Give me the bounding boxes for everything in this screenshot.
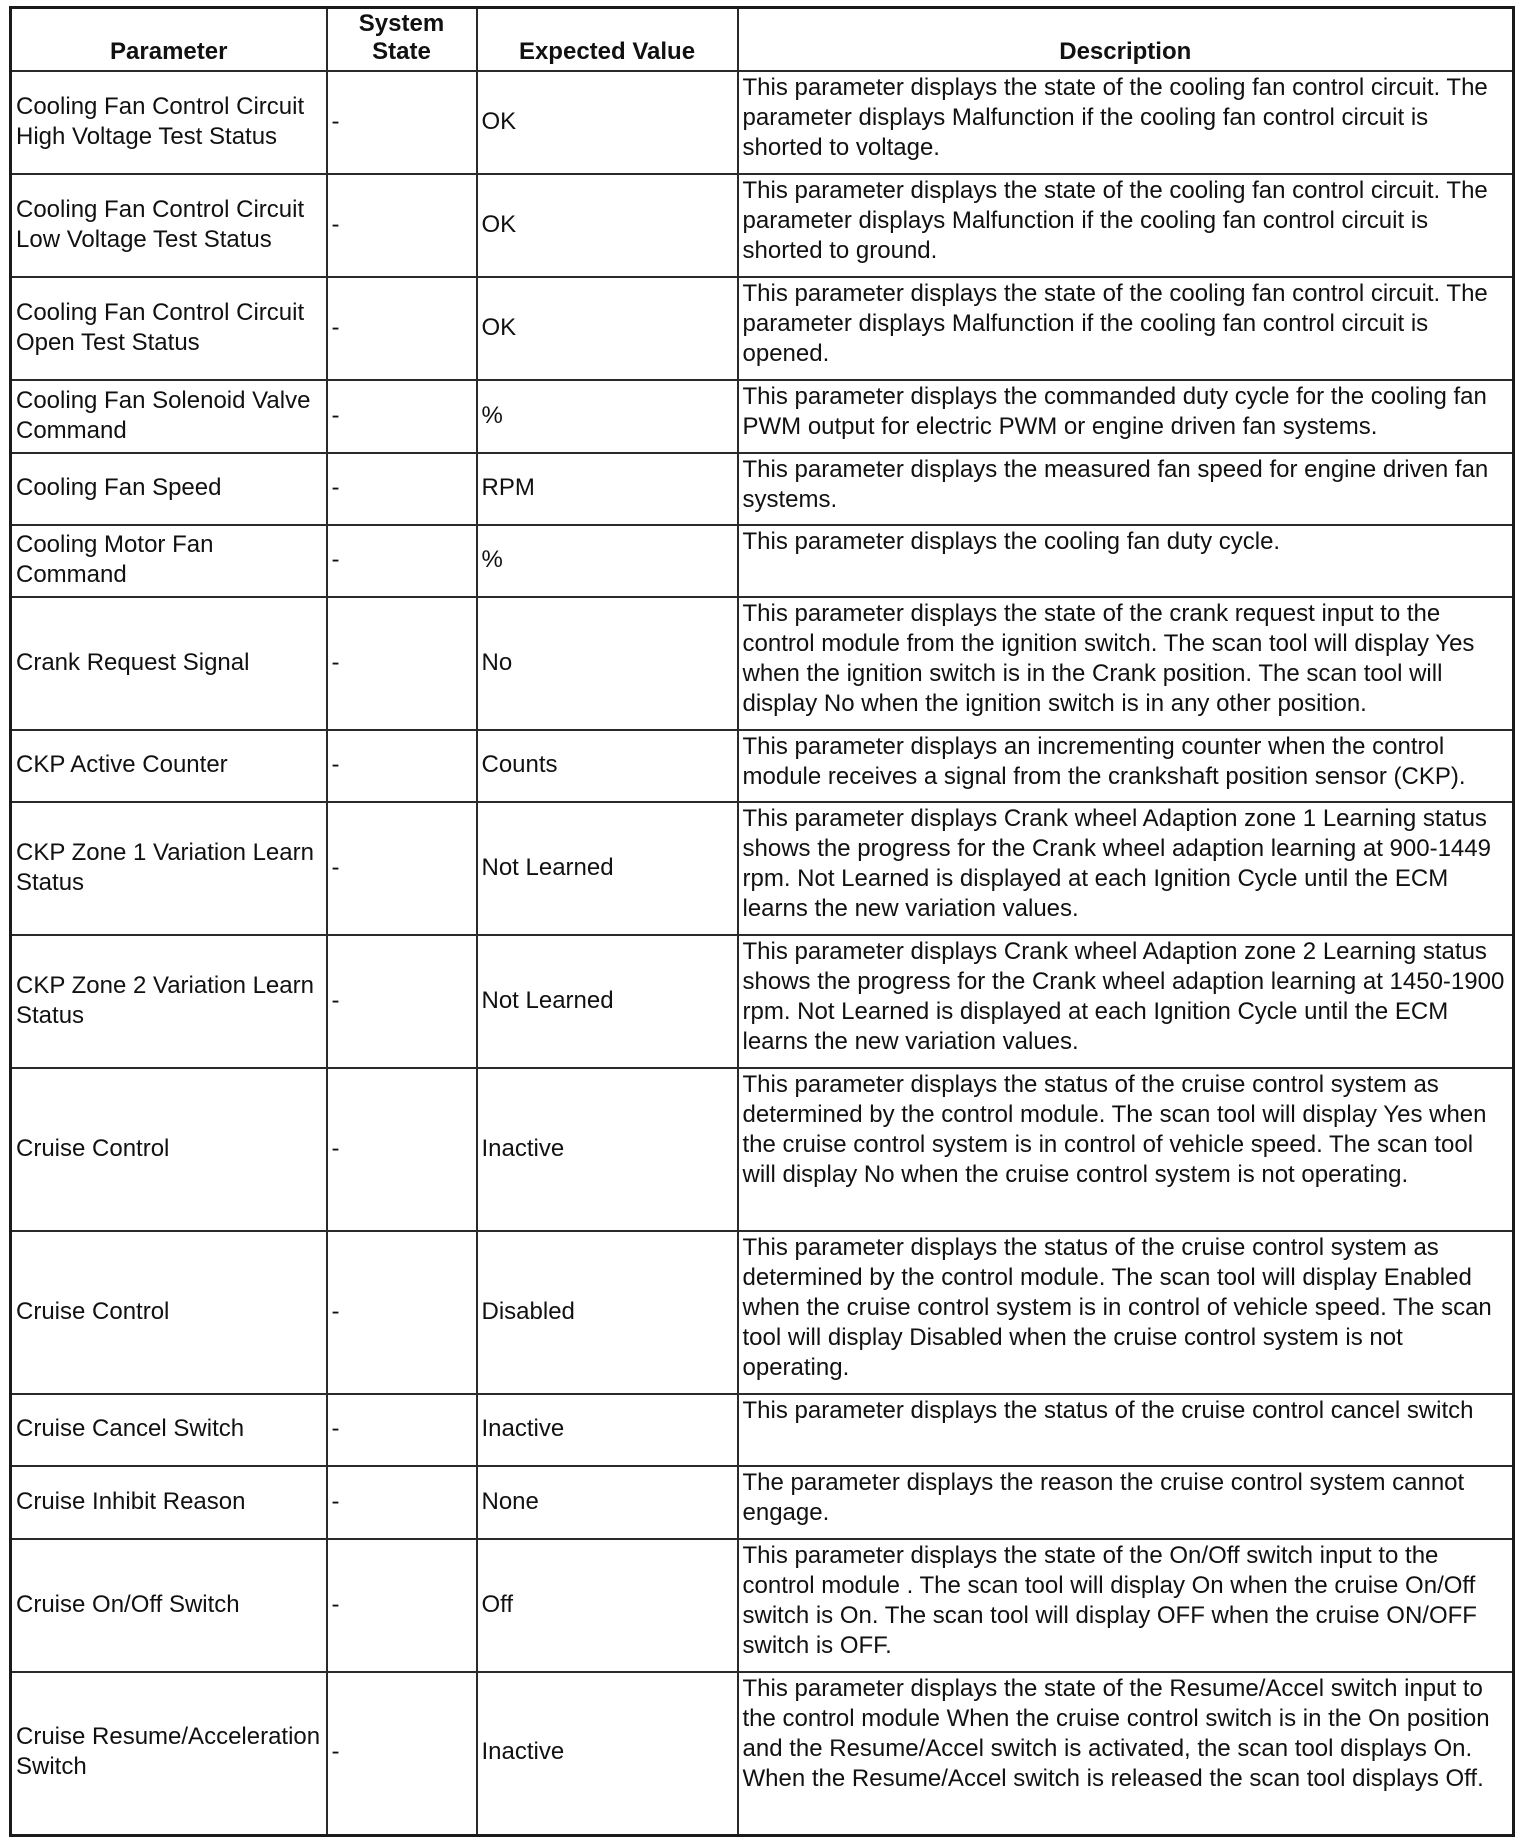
cell-parameter: Cruise Control [11,1231,327,1394]
cell-system-state: - [327,525,477,597]
table-row [11,1068,1514,1231]
cell-description: This parameter displays the status of the cruise control cancel switch [738,1394,1514,1466]
cell-expected-value: Inactive [477,1068,738,1231]
cell-expected-value: Not Learned [477,935,738,1068]
cell-description: This parameter displays the state of the cooling fan control circuit. The parameter displays Malfunction if the cooling fan control circuit is shorted to ground. [738,174,1514,277]
table-row [11,935,1514,1068]
cell-system-state: - [327,1231,477,1394]
cell-parameter: Cruise On/Off Switch [11,1539,327,1672]
header-system-state-line1: System [358,10,445,37]
cell-system-state: - [327,935,477,1068]
cell-description: This parameter displays the status of the cruise control system as determined by the control module. The scan tool will display Enabled when the cruise control system is in control of vehicle speed. The scan tool will display Disabled when the cruise control system is not operating. [738,1231,1514,1394]
cell-parameter: Cooling Fan Control Circuit Low Voltage Test Status [11,174,327,277]
cell-description: This parameter displays the commanded duty cycle for the cooling fan PWM output for electric PWM or engine driven fan systems. [738,380,1514,453]
table-row [11,453,1514,525]
header-description: Description [738,8,1514,72]
cell-expected-value: RPM [477,453,738,525]
cell-parameter: Cooling Fan Speed [11,453,327,525]
header-expected-value: Expected Value [477,8,738,72]
cell-description: This parameter displays the status of the cruise control system as determined by the control module. The scan tool will display Yes when the cruise control system is in control of vehicle speed. The scan tool will display No when the cruise control system is not operating. [738,1068,1514,1231]
cell-parameter: CKP Zone 2 Variation Learn Status [11,935,327,1068]
cell-parameter: Cooling Fan Control Circuit Open Test Status [11,277,327,380]
cell-expected-value: Counts [477,730,738,802]
cell-expected-value: OK [477,174,738,277]
cell-description: This parameter displays the cooling fan duty cycle. [738,525,1514,597]
header-system-state-line2: State [372,38,431,65]
cell-expected-value: Inactive [477,1394,738,1466]
table-header [11,8,1514,72]
header-system-state [327,8,477,72]
cell-system-state: - [327,71,477,174]
cell-system-state: - [327,277,477,380]
table-row [11,1231,1514,1394]
document-page [9,6,1512,1837]
parameter-table [9,6,1515,1837]
cell-parameter: Cruise Inhibit Reason [11,1466,327,1539]
cell-parameter: Crank Request Signal [11,597,327,730]
cell-expected-value: Inactive [477,1672,738,1835]
table-row [11,1466,1514,1539]
cell-expected-value: Not Learned [477,802,738,935]
cell-expected-value: None [477,1466,738,1539]
table-row [11,71,1514,174]
table-row [11,730,1514,802]
cell-system-state: - [327,730,477,802]
cell-expected-value: % [477,380,738,453]
cell-parameter: Cooling Motor Fan Command [11,525,327,597]
cell-parameter: Cooling Fan Control Circuit High Voltage Test Status [11,71,327,174]
cell-system-state: - [327,1672,477,1835]
cell-system-state: - [327,174,477,277]
cell-system-state: - [327,1394,477,1466]
cell-expected-value: OK [477,71,738,174]
cell-expected-value: Disabled [477,1231,738,1394]
cell-system-state: - [327,1068,477,1231]
header-row [11,8,1514,72]
header-parameter: Parameter [11,8,327,72]
cell-description: This parameter displays the state of the crank request input to the control module from the ignition switch. The scan tool will display Yes when the ignition switch is in the Crank position. The scan tool will display No when the ignition switch is in any other position. [738,597,1514,730]
cell-expected-value: OK [477,277,738,380]
cell-parameter: Cruise Cancel Switch [11,1394,327,1466]
cell-description: This parameter displays the measured fan speed for engine driven fan systems. [738,453,1514,525]
cell-description: This parameter displays Crank wheel Adaption zone 1 Learning status shows the progress for the Crank wheel adaption learning at 900-1449 rpm. Not Learned is displayed at each Ignition Cycle until the ECM learns the new variation values. [738,802,1514,935]
cell-description: This parameter displays the state of the cooling fan control circuit. The parameter displays Malfunction if the cooling fan control circuit is shorted to voltage. [738,71,1514,174]
table-row [11,597,1514,730]
cell-expected-value: No [477,597,738,730]
cell-description: This parameter displays the state of the On/Off switch input to the control module . The scan tool will display On when the cruise On/Off switch is On. The scan tool will display OFF when the cruise ON/OFF switch is OFF. [738,1539,1514,1672]
cell-expected-value: % [477,525,738,597]
cell-parameter: CKP Active Counter [11,730,327,802]
table-row [11,380,1514,453]
cell-system-state: - [327,380,477,453]
cell-description: The parameter displays the reason the cruise control system cannot engage. [738,1466,1514,1539]
cell-description: This parameter displays an incrementing counter when the control module receives a signal from the crankshaft position sensor (CKP). [738,730,1514,802]
table-row [11,802,1514,935]
cell-system-state: - [327,597,477,730]
cell-description: This parameter displays the state of the Resume/Accel switch input to the control module When the cruise control switch is in the On position and the Resume/Accel switch is activated, the scan tool displays On. When the Resume/Accel switch is released the scan tool displays Off. [738,1672,1514,1835]
cell-system-state: - [327,1539,477,1672]
cell-expected-value: Off [477,1539,738,1672]
cell-parameter: Cruise Control [11,1068,327,1231]
cell-system-state: - [327,1466,477,1539]
cell-system-state: - [327,802,477,935]
table-row [11,525,1514,597]
cell-parameter: CKP Zone 1 Variation Learn Status [11,802,327,935]
table-row [11,277,1514,380]
cell-description: This parameter displays the state of the cooling fan control circuit. The parameter displays Malfunction if the cooling fan control circuit is opened. [738,277,1514,380]
table-body [11,71,1514,1835]
table-row [11,174,1514,277]
cell-parameter: Cruise Resume/Acceleration Switch [11,1672,327,1835]
table-row [11,1539,1514,1672]
table-row [11,1672,1514,1835]
cell-system-state: - [327,453,477,525]
cell-parameter: Cooling Fan Solenoid Valve Command [11,380,327,453]
cell-description: This parameter displays Crank wheel Adaption zone 2 Learning status shows the progress for the Crank wheel adaption learning at 1450-1900 rpm. Not Learned is displayed at each Ignition Cycle until the ECM learns the new variation values. [738,935,1514,1068]
table-row [11,1394,1514,1466]
